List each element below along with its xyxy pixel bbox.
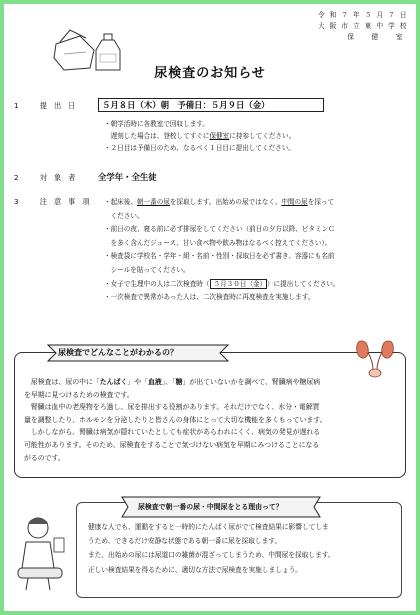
header-block bbox=[318, 10, 408, 43]
row-caution-label bbox=[14, 197, 97, 207]
para-line: がるのです。 bbox=[24, 453, 65, 462]
para-line: また、出始めの尿には尿道口の雑菌が混ざってしまうため、中間尿を採取します。 bbox=[88, 551, 335, 560]
note-line: ・２日目は予備日のため、なるべく１日目に提出してください。 bbox=[104, 144, 295, 153]
para-line: 健康な人でも、運動をすると一時的にたんぱく尿がでて検査結果に影響してしま bbox=[88, 523, 329, 531]
midstream-urine: 中間の尿 bbox=[281, 198, 308, 206]
submission-dates-box: ５月８日（木）朝 予備日：５月９日（金） bbox=[98, 98, 324, 112]
row-number: 3 bbox=[14, 197, 26, 206]
section2-heading: 尿検査で朝一番の尿・中間尿をとる理由って？ bbox=[138, 503, 283, 511]
school-name: 大 阪 市 立 東 中 学 校 bbox=[318, 22, 408, 30]
secondary-exam-date: ５月３０日（金） bbox=[210, 279, 267, 289]
row-target-label bbox=[14, 173, 82, 183]
note-line: を多く含んだジュース、甘い食べ物や飲み物はなるべく控えてください）。 bbox=[104, 238, 332, 247]
kidney-icon bbox=[352, 334, 398, 380]
row-submission-label bbox=[14, 101, 82, 111]
note-line: ・女子で生理中の人は二次検査時（ ５月３０日（金） ）に提出してください。 bbox=[104, 279, 340, 288]
first-morning-urine: 朝一番の尿 bbox=[136, 198, 170, 206]
note-line: ください。 bbox=[104, 211, 144, 220]
note-line: ・起床後、朝一番の尿を採取します。出始めの尿ではなく、中間の尿を採って bbox=[104, 198, 335, 206]
note-line: ・検査袋に学校名・学年・組・名前・性別・採取日を必ず書き、容器にも名前 bbox=[104, 252, 335, 261]
submission-notes bbox=[104, 118, 295, 155]
page-title: 尿検査のお知らせ bbox=[154, 66, 266, 81]
row-number: 2 bbox=[14, 173, 26, 182]
row-number: 1 bbox=[14, 101, 26, 110]
keyword-blood: 血液 bbox=[148, 378, 162, 386]
keyword-protein: たんぱく bbox=[99, 378, 128, 386]
para-line: 量を調整したり、ホルモンを分泌したりと皆さんの身体にとって大切な機能を多くもっています。 bbox=[24, 415, 327, 424]
note-line: 遅刻した場合は、登校してすぐに保健室に持参してください。 bbox=[104, 132, 296, 141]
para-line: 正しい検査結果を得るために、適切な方法で尿検査を実施しましょう。 bbox=[88, 565, 302, 574]
section1-body bbox=[24, 376, 394, 464]
row-label-text: 提出日 bbox=[39, 101, 83, 110]
caution-notes bbox=[104, 196, 339, 305]
section2-banner bbox=[116, 495, 326, 519]
note-line: ・前日の夜、寝る前に必ず排尿をしてください（前日の夕方以降、ビタミンＣ bbox=[104, 225, 335, 234]
student-toilet-illustration bbox=[8, 508, 74, 592]
note-line: ・朝学活時に各教室で回収します。 bbox=[104, 120, 209, 128]
issue-date: 令 和 ７ 年 ５ 月 ７ 日 bbox=[318, 11, 408, 19]
section1-banner bbox=[44, 343, 232, 363]
keyword-sugar: 糖 bbox=[175, 378, 183, 386]
note-line: ・一次検査で異常があった人は、二次検査時に再度検査を実施します。 bbox=[104, 293, 315, 302]
section2-body bbox=[88, 520, 398, 577]
para-line: 可能性があります。そのため、尿検査をすることで気づけない病気を早期にみつけることになる bbox=[24, 440, 320, 449]
note-line: シールを貼ってください。 bbox=[104, 265, 190, 274]
para-line: を早期に見つけるための検査です。 bbox=[24, 390, 134, 399]
office-name: 保 健 室 bbox=[347, 33, 404, 41]
para-line: しかしながら、腎臓は病気が隠れていたとしても症状があらわれにくく、病気の発見が遅れる bbox=[24, 428, 321, 437]
health-room-underlined: 保健室 bbox=[209, 132, 230, 141]
para-line: うため、できるだけ安静な状態である朝一番に尿を採取します。 bbox=[88, 537, 282, 546]
para-line: 腎臓は血中の老廃物をろ過し、尿を排出する役割があります。それだけでなく、水分・電解質 bbox=[24, 403, 320, 412]
section1-heading: 尿検査でどんなことがわかるの？ bbox=[58, 348, 178, 357]
para-line: 尿検査は、尿の中に「たんぱく」や「血液」、「糖」が出ていないかを調べて、腎臓病や糖尿病 bbox=[24, 378, 321, 386]
row-label-text: 注意事項 bbox=[39, 197, 97, 206]
target-value: 全学年・全生徒 bbox=[98, 172, 157, 182]
row-label-text: 対象者 bbox=[39, 173, 83, 182]
